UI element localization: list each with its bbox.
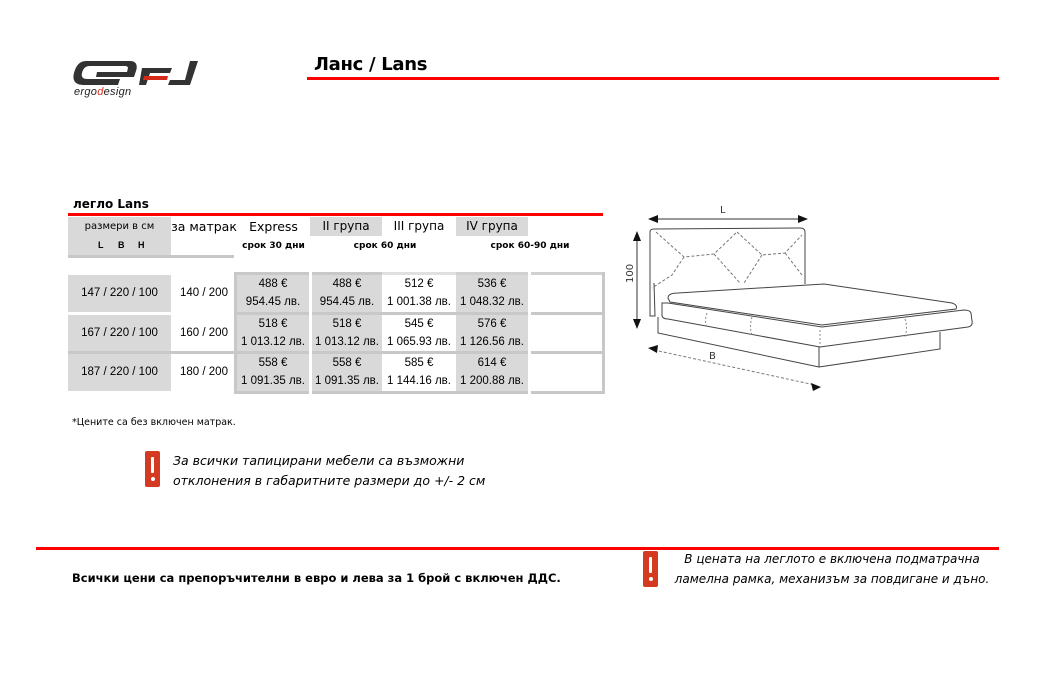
delivery-express: срок 30 дни — [242, 241, 305, 251]
header-sub-h: H — [138, 240, 145, 250]
mattress-note: *Цените са без включен матрак. — [72, 417, 236, 428]
col-divider — [528, 272, 531, 394]
price-group-2: 488 € 954.45 лв. — [312, 275, 382, 312]
page-title: Ланс / Lans — [314, 54, 428, 75]
price-group-3: 545 € 1 065.93 лв. — [387, 318, 451, 348]
header-sub-b: B — [118, 240, 125, 250]
header-mattress: за матрак — [171, 219, 237, 234]
col-divider — [309, 272, 312, 394]
exclamation-icon — [145, 451, 160, 487]
header-sub-l: L — [98, 240, 104, 250]
price-group-2: 558 € 1 091.35 лв. — [312, 354, 382, 391]
col-divider — [602, 272, 605, 394]
price-group-3: 585 € 1 144.16 лв. — [387, 357, 451, 387]
included-line-1: В цената на леглото е включена подматрачна — [684, 552, 980, 566]
header-bottom-rule — [68, 255, 234, 258]
label-length: L — [720, 205, 726, 216]
row-dims: 187 / 220 / 100 — [68, 354, 171, 391]
header-group-4: IV група — [456, 217, 528, 236]
bed-dimension-drawing — [612, 195, 988, 413]
price-express: 488 € 954.45 лв. — [237, 275, 309, 312]
price-group-2: 518 € 1 013.12 лв. — [312, 315, 382, 352]
tolerance-line-2: отклонения в габаритните размери до +/- 2 см — [173, 473, 486, 488]
row-mattress: 140 / 200 — [180, 287, 228, 299]
header-group-2: II група — [310, 217, 382, 236]
tolerance-note — [173, 451, 485, 491]
included-note — [672, 549, 992, 589]
table-row — [68, 315, 603, 352]
col-divider — [234, 272, 237, 394]
row-divider — [234, 391, 605, 394]
title-divider — [307, 77, 999, 80]
delivery-group-4: срок 60-90 дни — [490, 241, 570, 251]
table-divider — [68, 213, 603, 216]
label-height: 100 — [625, 263, 636, 283]
table-row — [68, 275, 603, 312]
included-line-2: ламелна рамка, механизъм за повдигане и дъно. — [674, 572, 990, 586]
label-width: B — [709, 351, 716, 362]
table-title: легло Lans — [73, 197, 149, 211]
row-mattress: 180 / 200 — [180, 366, 228, 378]
header-sizes-sub — [68, 236, 171, 255]
header-express: Express — [249, 219, 298, 234]
tolerance-line-1: За всички тапицирани мебели са възможни — [173, 453, 465, 468]
price-express: 518 € 1 013.12 лв. — [237, 315, 309, 352]
logo-wordmark: ergodesign — [74, 86, 132, 98]
row-dims: 167 / 220 / 100 — [68, 315, 171, 352]
delivery-groups-2-3: срок 60 дни — [353, 241, 417, 251]
price-group-4: 614 € 1 200.88 лв. — [456, 354, 528, 391]
row-dims: 147 / 220 / 100 — [68, 275, 171, 312]
header-sizes: размери в см — [68, 217, 171, 236]
price-express: 558 € 1 091.35 лв. — [237, 354, 309, 391]
table-row — [68, 354, 603, 391]
row-mattress: 160 / 200 — [180, 327, 228, 339]
price-group-3: 512 € 1 001.38 лв. — [387, 278, 451, 308]
exclamation-icon — [643, 551, 658, 587]
header-group-3: III група — [393, 219, 445, 233]
price-group-4: 576 € 1 126.56 лв. — [456, 315, 528, 352]
vat-note: Всички цени са препоръчителни в евро и лева за 1 брой с включен ДДС. — [72, 571, 561, 585]
price-group-4: 536 € 1 048.32 лв. — [456, 275, 528, 312]
